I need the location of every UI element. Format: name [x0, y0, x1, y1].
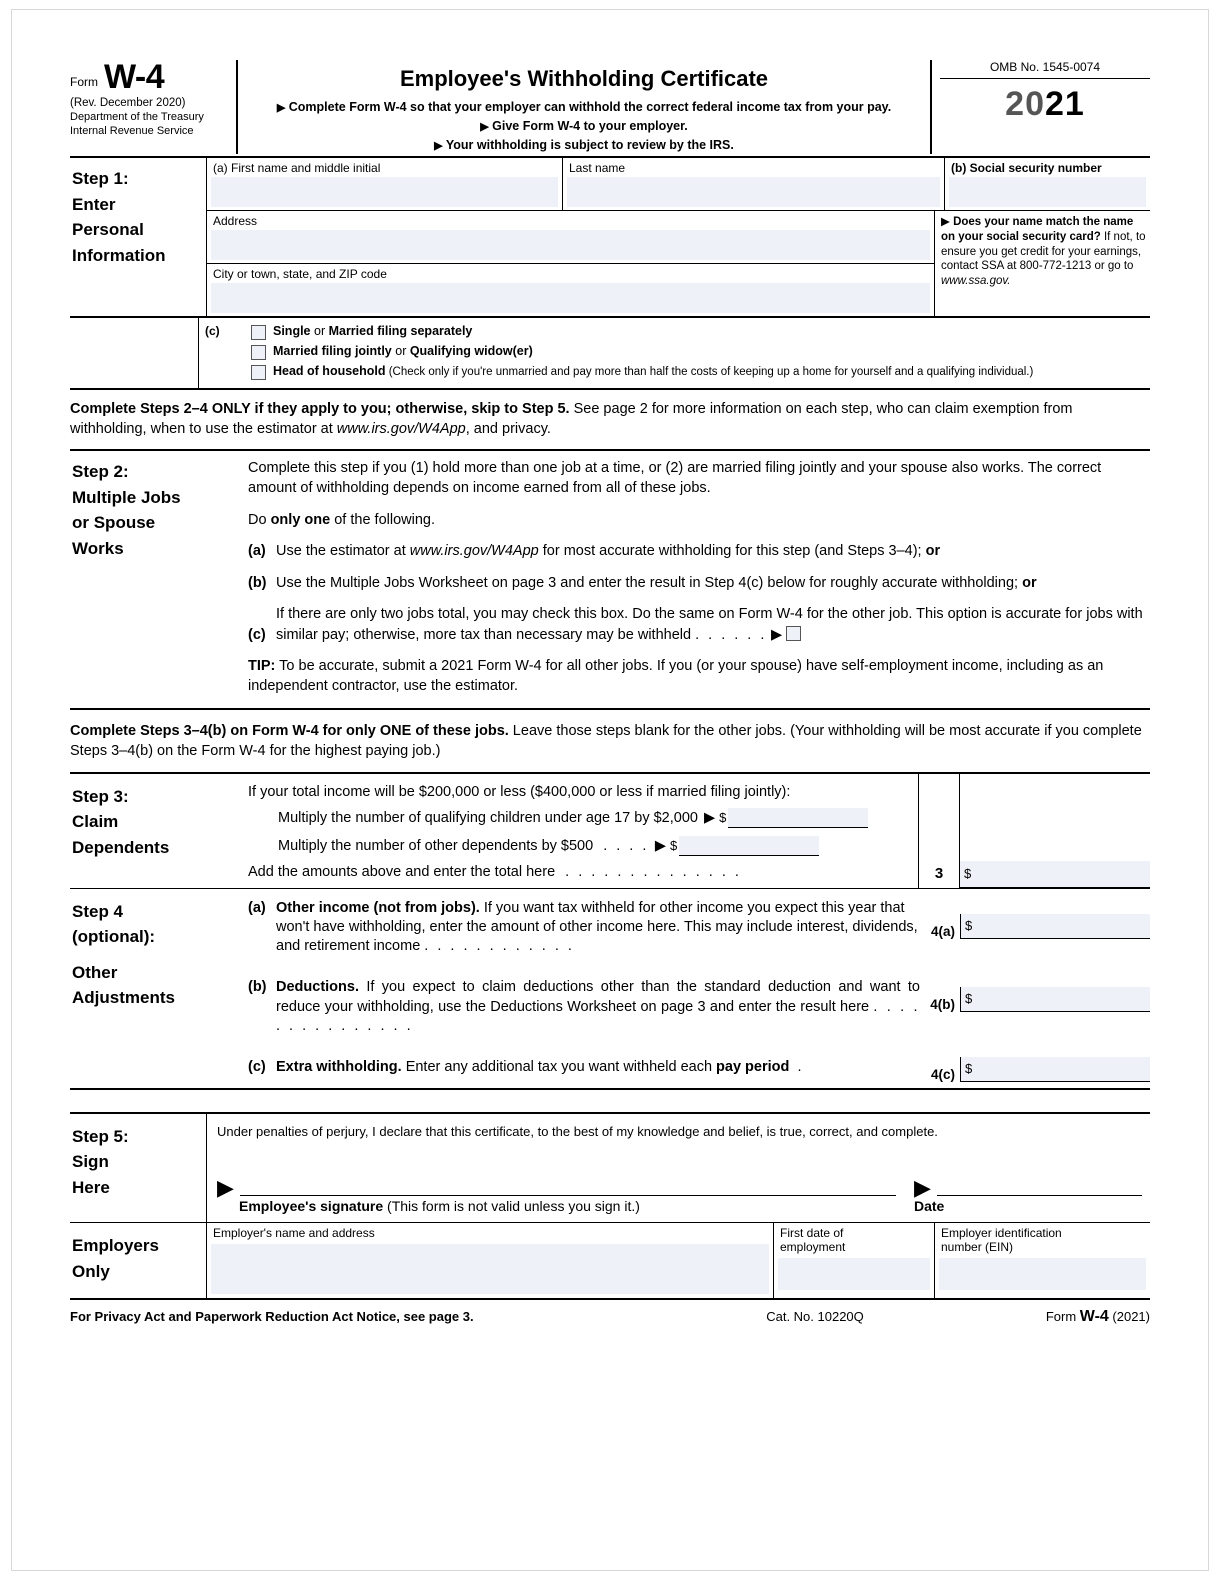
- option-a-url: www.irs.gov/W4App: [409, 543, 539, 560]
- step-1-section: [70, 158, 1150, 318]
- tip-bold: TIP:: [248, 658, 276, 675]
- step-4a-row: [248, 899, 920, 957]
- filing-single-mid: or: [310, 324, 329, 339]
- date-caption: Date: [914, 1198, 945, 1215]
- filing-status-letter: (c): [205, 324, 220, 339]
- step-4-amounts: [920, 889, 1150, 1088]
- tax-year-suffix: 21: [1045, 85, 1085, 123]
- first-name-label: (a) First name and middle initial: [213, 161, 381, 176]
- step-4a-body: If you want tax withheld for other income you expect this year that won't have withholding, enter the amount of other income here. This may include interest, dividends, and retirement income: [276, 899, 918, 955]
- signature-row: [217, 1174, 1142, 1200]
- employer-name-address-label: Employer's name and address: [213, 1226, 375, 1241]
- step-4b-input[interactable]: [960, 987, 1150, 1012]
- privacy-act-notice: For Privacy Act and Paperwork Reduction Act Notice, see page 3.: [70, 1309, 474, 1325]
- step-5-title: [70, 1114, 206, 1223]
- step-2-title-line3: or Spouse: [72, 513, 156, 533]
- header-left: [70, 60, 238, 154]
- last-name-label: Last name: [569, 161, 626, 176]
- step-2-section: [70, 451, 1150, 710]
- first-date-input[interactable]: [778, 1258, 930, 1290]
- step-4c-input[interactable]: [960, 1057, 1150, 1082]
- dollar-sign: $: [965, 1061, 973, 1077]
- notice1-rest: See page 2 for more information on each step, who can claim exemption from withholding, when to use the estimator at: [70, 401, 1073, 437]
- header-bullet-1-text: Complete Form W-4 so that your employer can withhold the correct federal income tax from your pay.: [288, 100, 892, 114]
- form-revision: (Rev. December 2020): [70, 97, 186, 109]
- step-1-title: [70, 158, 206, 316]
- filing-joint-bold2: Qualifying widow(er): [409, 344, 533, 359]
- step-3-other-deps-row: [278, 836, 918, 856]
- address-input[interactable]: [211, 230, 930, 260]
- step-2-title: [70, 451, 248, 708]
- employers-only-body: [206, 1223, 1150, 1298]
- department-line-2: Internal Revenue Service: [70, 124, 194, 137]
- signature-input[interactable]: [240, 1195, 896, 1196]
- triangle-icon: ▶: [217, 1174, 234, 1200]
- address-label: Address: [213, 214, 258, 229]
- dollar-sign: $: [965, 918, 973, 934]
- ssn-note-bold: Does your name match the name on your social security card?: [941, 216, 1134, 243]
- last-name-input[interactable]: [567, 177, 940, 207]
- option-b-mark: (b): [248, 574, 267, 591]
- filing-hoh-bold1: Head of household: [273, 364, 386, 379]
- step-5-title-line1: Step 5:: [72, 1126, 129, 1146]
- ssn-note-rest: If not, to ensure you get credit for your earnings, contact SSA at 800-772-1213 or go to: [941, 230, 1146, 273]
- address-block: [207, 211, 935, 316]
- notice1-url: www.irs.gov/W4App: [336, 420, 466, 437]
- footer-form-year: (2021): [1108, 1309, 1150, 1325]
- form-number: W-4: [104, 58, 165, 96]
- ein-cell: [935, 1223, 1150, 1298]
- step-3-children-row: [278, 808, 918, 828]
- filing-single-bold2: Married filing separately: [328, 324, 473, 339]
- step-4-title-line4: Adjustments: [72, 988, 175, 1008]
- step-3-total-input[interactable]: [960, 861, 1150, 888]
- step-3-intro: If your total income will be $200,000 or less ($400,000 or less if married filing jointly):: [248, 783, 791, 800]
- step-4-title-line1: Step 4: [72, 901, 124, 921]
- notice-steps-2-4: [70, 390, 1150, 451]
- tip-text: To be accurate, submit a 2021 Form W-4 for all other jobs. If you (or your spouse) have self-employment income, including as an independent contractor, use the estimator.: [248, 658, 1104, 694]
- checkbox-icon[interactable]: [251, 325, 266, 340]
- first-date-cell: [774, 1223, 935, 1298]
- step-1-title-line4: Information: [72, 245, 166, 265]
- step-3-total-row: [248, 864, 918, 880]
- notice1-tail: , and privacy.: [465, 420, 551, 437]
- step-3-title-line1: Step 3:: [72, 786, 129, 806]
- city-input[interactable]: [211, 283, 930, 313]
- step-2-do-only-one: [248, 511, 1150, 531]
- perjury-statement: Under penalties of perjury, I declare that this certificate, to the best of my knowledge and belief, is true, correct, and complete.: [217, 1123, 938, 1139]
- ssn-input[interactable]: [949, 177, 1146, 207]
- tax-year: [940, 85, 1150, 124]
- step-3-line-number-cell: [918, 774, 960, 888]
- step-3-total-label: Add the amounts above and enter the total here: [248, 863, 556, 880]
- header-center: [238, 60, 930, 154]
- step-4a-cell: [920, 914, 1150, 939]
- signature-caption-rest: (This form is not valid unless you sign it.): [383, 1198, 640, 1215]
- employer-name-address-cell: [207, 1223, 774, 1298]
- step-4a-label: 4(a): [930, 923, 955, 939]
- filing-status-spacer: [70, 318, 198, 388]
- step-4b-mark: (b): [248, 979, 267, 996]
- first-date-label-2: employment: [780, 1240, 846, 1255]
- filing-status-option-joint[interactable]: [251, 342, 1150, 362]
- ssn-note: [935, 211, 1150, 316]
- header-right: [930, 60, 1150, 154]
- step-4c-body: Enter any additional tax you want withheld each: [401, 1059, 717, 1076]
- step-3-children-label: Multiply the number of qualifying children under age 17 by $2,000: [278, 809, 698, 826]
- triangle-icon: ▶: [654, 837, 667, 854]
- form-footer: [70, 1300, 1150, 1326]
- step-2-body: [248, 451, 1150, 708]
- step-3-title-line3: Dependents: [72, 837, 170, 857]
- triangle-icon: ▶: [480, 120, 489, 133]
- step-4b-cell: [920, 987, 1150, 1012]
- step-3-other-deps-dots: . . . .: [603, 837, 649, 854]
- step-2-intro: Complete this step if you (1) hold more than one job at a time, or (2) are married filing jointly and your spouse also works. The correct amount of withholding depends on income earned from all of these jobs.: [248, 460, 1102, 496]
- step-5-body: [206, 1114, 1150, 1223]
- step-1-body: [206, 158, 1150, 316]
- footer-form-prefix: Form: [1045, 1309, 1080, 1325]
- step-3-children-input[interactable]: [728, 808, 868, 828]
- filing-status-option-hoh[interactable]: [251, 362, 1150, 382]
- step-4b-bold: Deductions.: [276, 979, 359, 996]
- first-name-cell: [207, 158, 563, 210]
- filing-status-hoh-text: [273, 364, 1033, 378]
- step-4c-row: [248, 1058, 920, 1077]
- step-4a-text: [276, 899, 920, 957]
- step-2-option-b: [248, 574, 1150, 594]
- employers-only-title: [70, 1223, 206, 1298]
- step-3-other-deps-input[interactable]: [679, 836, 819, 856]
- filing-single-bold1: Single: [273, 324, 311, 339]
- triangle-icon: ▶: [276, 102, 286, 114]
- step-4b-row: [248, 978, 920, 1036]
- tax-year-prefix: 20: [1005, 85, 1045, 123]
- triangle-icon: ▶: [703, 809, 716, 826]
- triangle-icon: ▶: [914, 1174, 931, 1200]
- step-3-other-deps-label: Multiply the number of other dependents by $500: [278, 837, 594, 854]
- employer-name-address-input[interactable]: [211, 1244, 769, 1294]
- filing-status-joint-text: [273, 344, 533, 358]
- header-bullet-3-text: Your withholding is subject to review by the IRS.: [445, 137, 734, 152]
- option-c-text: [276, 605, 1150, 645]
- filing-status-body: [198, 318, 1150, 388]
- step-4b-dots: . . . . . . . . . . . . . . .: [276, 998, 921, 1034]
- step-3-section: [70, 774, 1150, 889]
- department-line-1: Department of the Treasury: [70, 111, 204, 123]
- header-bullet-2: [248, 117, 920, 136]
- ssn-label: (b) Social security number: [951, 161, 1102, 176]
- triangle-icon: ▶: [770, 626, 783, 643]
- ein-label-1: Employer identification: [941, 1226, 1062, 1241]
- option-b-or: or: [1022, 574, 1037, 591]
- do-only-post: of the following.: [330, 511, 435, 528]
- notice2-bold: Complete Steps 3–4(b) on Form W-4 for only ONE of these jobs.: [70, 723, 509, 740]
- option-a-pre: Use the estimator at: [276, 543, 410, 560]
- step-1-title-line2: Enter: [72, 194, 116, 214]
- option-c-mark: (c): [248, 626, 266, 643]
- option-c-dots: . . . . . .: [695, 626, 767, 643]
- footer-form-bold: W-4: [1079, 1308, 1109, 1326]
- city-label: City or town, state, and ZIP code: [213, 267, 387, 282]
- checkbox-icon[interactable]: [251, 345, 266, 360]
- ssn-cell: [945, 158, 1150, 210]
- step-3-line-number: 3: [934, 864, 944, 882]
- step-3-total-dots: . . . . . . . . . . . . . .: [565, 863, 742, 880]
- step-4a-mark: (a): [248, 899, 266, 916]
- first-name-input[interactable]: [211, 177, 558, 207]
- first-date-label-1: First date of: [780, 1226, 844, 1241]
- step-4a-dots: . . . . . . . . . . . .: [424, 938, 575, 955]
- employers-title-line1: Employers: [72, 1236, 159, 1256]
- filing-status-option-single[interactable]: [251, 322, 1150, 342]
- step-4c-label: 4(c): [930, 1066, 955, 1082]
- ein-label-2: number (EIN): [941, 1240, 1014, 1255]
- form-word: Form: [70, 75, 98, 89]
- triangle-icon: ▶: [941, 216, 950, 229]
- step-4-title: [70, 889, 248, 1088]
- step-4-title-line3: Other: [72, 962, 118, 982]
- option-b-body: Use the Multiple Jobs Worksheet on page 3 and enter the result in Step 4(c) below for roughly accurate withholding;: [276, 574, 1023, 591]
- step-2-title-line1: Step 2:: [72, 462, 129, 482]
- do-only-bold: only one: [270, 511, 331, 528]
- filing-status-single-text: [273, 324, 472, 338]
- do-only-pre: Do: [248, 511, 271, 528]
- step-5-section: [70, 1112, 1150, 1224]
- address-cell: [207, 211, 934, 264]
- option-b-text: [276, 574, 1037, 594]
- step-4c-text: [276, 1058, 920, 1077]
- step-3-total-cell: [960, 774, 1150, 888]
- signature-caption-bold: Employee's signature: [239, 1198, 384, 1215]
- footer-form-number: [950, 1308, 1150, 1326]
- notice1-bold: Complete Steps 2–4 ONLY if they apply to you; otherwise, skip to Step 5.: [70, 401, 570, 418]
- option-a-post: for most accurate withholding for this step (and Steps 3–4);: [538, 543, 926, 560]
- step-3-title-line2: Claim: [72, 812, 119, 832]
- omb-number: OMB No. 1545-0074: [940, 60, 1150, 79]
- dollar-sign: $: [670, 838, 678, 854]
- step-2-option-a: [248, 542, 1150, 562]
- employers-only-section: [70, 1223, 1150, 1300]
- step-4-section: [70, 889, 1150, 1090]
- dollar-sign: $: [964, 866, 972, 882]
- option-a-text: [276, 542, 940, 562]
- step-2-title-line4: Works: [72, 538, 124, 558]
- notice-steps-3-4b: [70, 710, 1150, 773]
- step-4-title-line2: (optional):: [72, 927, 156, 947]
- header-bullet-3: [248, 136, 920, 155]
- last-name-cell: [563, 158, 945, 210]
- form-body: [70, 60, 1150, 1326]
- dollar-sign: $: [965, 991, 973, 1007]
- filing-status-section: [70, 318, 1150, 390]
- catalog-number: Cat. No. 10220Q: [766, 1309, 864, 1325]
- notice2-rest: Leave those steps blank for the other jobs. (Your withholding will be most accurate if you complete Steps 3–4(b) on the Form W-4 for the highest paying job.): [70, 723, 1142, 759]
- step-1-title-line1: Step 1:: [72, 169, 129, 189]
- step-3-title: [70, 774, 248, 888]
- step-3-body: [248, 774, 918, 888]
- form-header: [70, 60, 1150, 158]
- step-4c-mark: (c): [248, 1059, 266, 1076]
- option-a-or: or: [925, 543, 941, 560]
- step-4b-label: 4(b): [930, 996, 955, 1012]
- filing-hoh-rest: (Check only if you're unmarried and pay more than half the costs of keeping up a home for yourself and a qualifying individual.): [385, 366, 1034, 379]
- city-cell: [207, 264, 934, 313]
- triangle-icon: ▶: [434, 139, 443, 152]
- step-4c-dots: .: [797, 1059, 804, 1076]
- signature-captions: [217, 1198, 1142, 1214]
- step-5-title-line3: Here: [72, 1177, 110, 1197]
- step-4c-cell: [920, 1057, 1150, 1082]
- dollar-sign: $: [719, 810, 727, 826]
- form-sheet: [12, 10, 1208, 1570]
- step-4a-input[interactable]: [960, 914, 1150, 939]
- date-input[interactable]: [937, 1195, 1142, 1196]
- step-4b-text: [276, 978, 920, 1036]
- step-2-option-c: [248, 605, 1150, 645]
- form-title: Employee's Withholding Certificate: [399, 66, 769, 91]
- step-4a-bold: Other income (not from jobs).: [276, 899, 480, 916]
- spacer: [70, 1090, 1150, 1112]
- ein-input[interactable]: [939, 1258, 1146, 1290]
- employers-title-line2: Only: [72, 1261, 110, 1281]
- checkbox-icon[interactable]: [251, 365, 266, 380]
- ssn-note-url: www.ssa.gov.: [941, 275, 1011, 288]
- filing-joint-bold1: Married filing jointly: [273, 344, 392, 359]
- step-4-body: [248, 889, 920, 1088]
- step-2-tip: [248, 657, 1150, 696]
- option-a-mark: (a): [248, 543, 266, 560]
- checkbox-icon[interactable]: [786, 626, 801, 641]
- step-2-title-line2: Multiple Jobs: [72, 487, 181, 507]
- step-4c-bold2: pay period: [716, 1059, 790, 1076]
- header-bullet-2-text: Give Form W-4 to your employer.: [492, 118, 688, 133]
- step-5-title-line2: Sign: [72, 1152, 109, 1172]
- step-4b-body: If you expect to claim deductions other than the standard deduction and want to reduce your withholding, use the Deductions Worksheet on page 3 and enter the result here: [276, 979, 920, 1015]
- step-4c-bold: Extra withholding.: [276, 1059, 402, 1076]
- step-1-title-line3: Personal: [72, 220, 144, 240]
- header-bullet-1: [248, 98, 920, 117]
- option-c-body: If there are only two jobs total, you may check this box. Do the same on Form W-4 for the other job. This option is accurate for jobs with similar pay; otherwise, more tax than necessary may be withheld: [276, 606, 1143, 643]
- filing-joint-mid: or: [391, 344, 410, 359]
